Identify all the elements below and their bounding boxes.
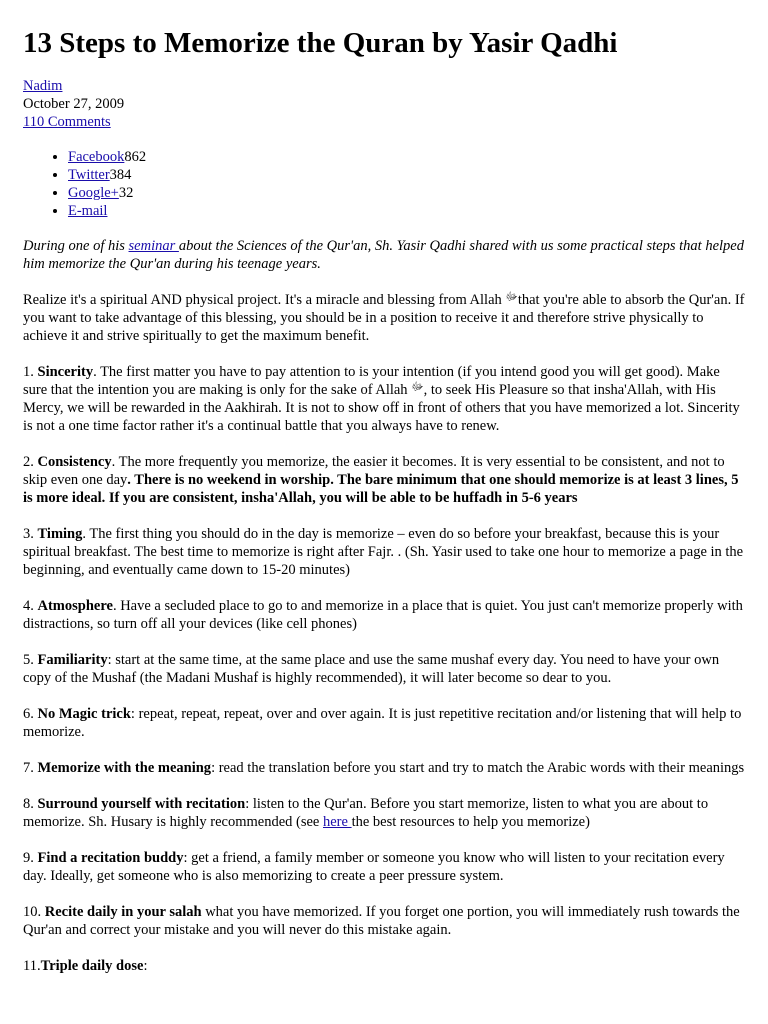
share-item-email <box>68 202 745 220</box>
realize-paragraph: Realize it's a spiritual AND physical project. It's a miracle and blessing from Allah ﷻthat you're able to absorb the Qur'an. If you want to take advantage of this blessing, you should be in a position to receive it and therefore strive physically to achieve it and strive spiritually to get the maximum benefit. <box>23 290 745 344</box>
step-9: 9. Find a recitation buddy: get a friend, a family member or someone you know who will listen to your recitation every day. Ideally, get someone who is also memorizing to create a peer pressure system. <box>23 850 725 884</box>
step-3: 3. Timing. The first thing you should do in the day is memorize – even do so before your breakfast, because this is your spiritual breakfast. The best time to memorize is right after Fajr. . (Sh. Yasir used to take one hour to memorize a page in the beginning, and eventually came down to 15-20 minutes) <box>23 526 744 578</box>
step-1: 1. Sincerity. The first matter you have to pay attention to is your intention (if you intend good you will get good). Make sure that the intention you are making is only for the sake of Allah ﷻ, to seek His Pleasure so that insha'Allah, with His Mercy, we will be rewarded in the Aakhirah. It is not to show off in front of others that you have memorized a lot. Sincerity is not a one time factor rather it's a continual battle that you always have to renew. <box>23 364 740 434</box>
twitter-link[interactable]: Twitter <box>68 167 110 183</box>
article-title: 13 Steps to Memorize the Quran by Yasir Qadhi <box>23 27 618 59</box>
step-10: 10. Recite daily in your salah what you have memorized. If you forget one portion, you will immediately rush towards the Qur'an and correct your mistake and you will never do this mistake again. <box>23 904 740 938</box>
step-title: Consistency <box>37 454 112 470</box>
intro-paragraph: During one of his seminar about the Sciences of the Qur'an, Sh. Yasir Qadhi shared with us some practical steps that helped him memorize the Qur'an during his teenage years. <box>23 238 744 272</box>
step-2: 2. Consistency. The more frequently you memorize, the easier it becomes. It is very essential to be consistent, and not to skip even one day. There is no weekend in worship. The bare minimum that one should memorize is at least 3 lines, 5 is more ideal. If you are consistent, insha'Allah, you will be able to be huffadh in 5-6 years <box>23 454 739 506</box>
author-link[interactable]: Nadim <box>23 78 63 94</box>
step-title: Recite daily in your salah <box>44 904 202 920</box>
resources-link[interactable]: here <box>323 814 352 830</box>
share-item-facebook <box>68 148 745 166</box>
comments-link[interactable]: 110 Comments <box>23 114 111 130</box>
step-7: 7. Memorize with the meaning: read the translation before you start and try to match the Arabic words with their meanings <box>23 760 745 776</box>
share-item-googleplus <box>68 184 745 202</box>
step-title: Memorize with the meaning <box>37 760 212 776</box>
share-count: 384 <box>109 167 132 183</box>
step-8: 8. Surround yourself with recitation: listen to the Qur'an. Before you start memorize, listen to what you are about to memorize. Sh. Husary is highly recommended (see here the best resources to help you memorize) <box>23 796 709 830</box>
step-5: 5. Familiarity: start at the same time, at the same place and use the same mushaf every day. You need to have your own copy of the Mushaf (the Madani Mushaf is highly recommended), it will later become so dear to you. <box>23 652 720 686</box>
facebook-link[interactable]: Facebook <box>68 149 125 165</box>
share-item-twitter <box>68 166 745 184</box>
step-title: Find a recitation buddy <box>37 850 184 866</box>
step-title: Atmosphere <box>37 598 113 614</box>
googleplus-link[interactable]: Google+ <box>68 185 119 201</box>
step-title: Surround yourself with recitation <box>37 796 246 812</box>
step-title: No Magic trick <box>37 706 131 722</box>
step-4: 4. Atmosphere. Have a secluded place to go to and memorize in a place that is quiet. You just can't memorize properly with distractions, so turn off all your devices (like cell phones) <box>23 598 743 632</box>
publish-date: October 27, 2009 <box>23 96 125 112</box>
share-count: 862 <box>124 149 147 165</box>
article-meta <box>23 77 745 131</box>
honorific-glyph-icon: ﷻ <box>505 290 518 303</box>
seminar-link[interactable]: seminar <box>128 238 179 254</box>
step-title: Timing <box>37 526 83 542</box>
step-title: Sincerity <box>37 364 94 380</box>
step-6: 6. No Magic trick: repeat, repeat, repeat, over and over again. It is just repetitive recitation and/or listening that will help to memorize. <box>23 706 742 740</box>
share-list <box>23 148 745 220</box>
step-title: Triple daily dose <box>40 958 144 974</box>
share-count: 32 <box>118 185 134 201</box>
email-link[interactable]: E-mail <box>68 203 108 219</box>
honorific-glyph-icon: ﷻ <box>411 380 424 393</box>
step-title: Familiarity <box>37 652 108 668</box>
step-11: 11.Triple daily dose: <box>23 958 148 974</box>
